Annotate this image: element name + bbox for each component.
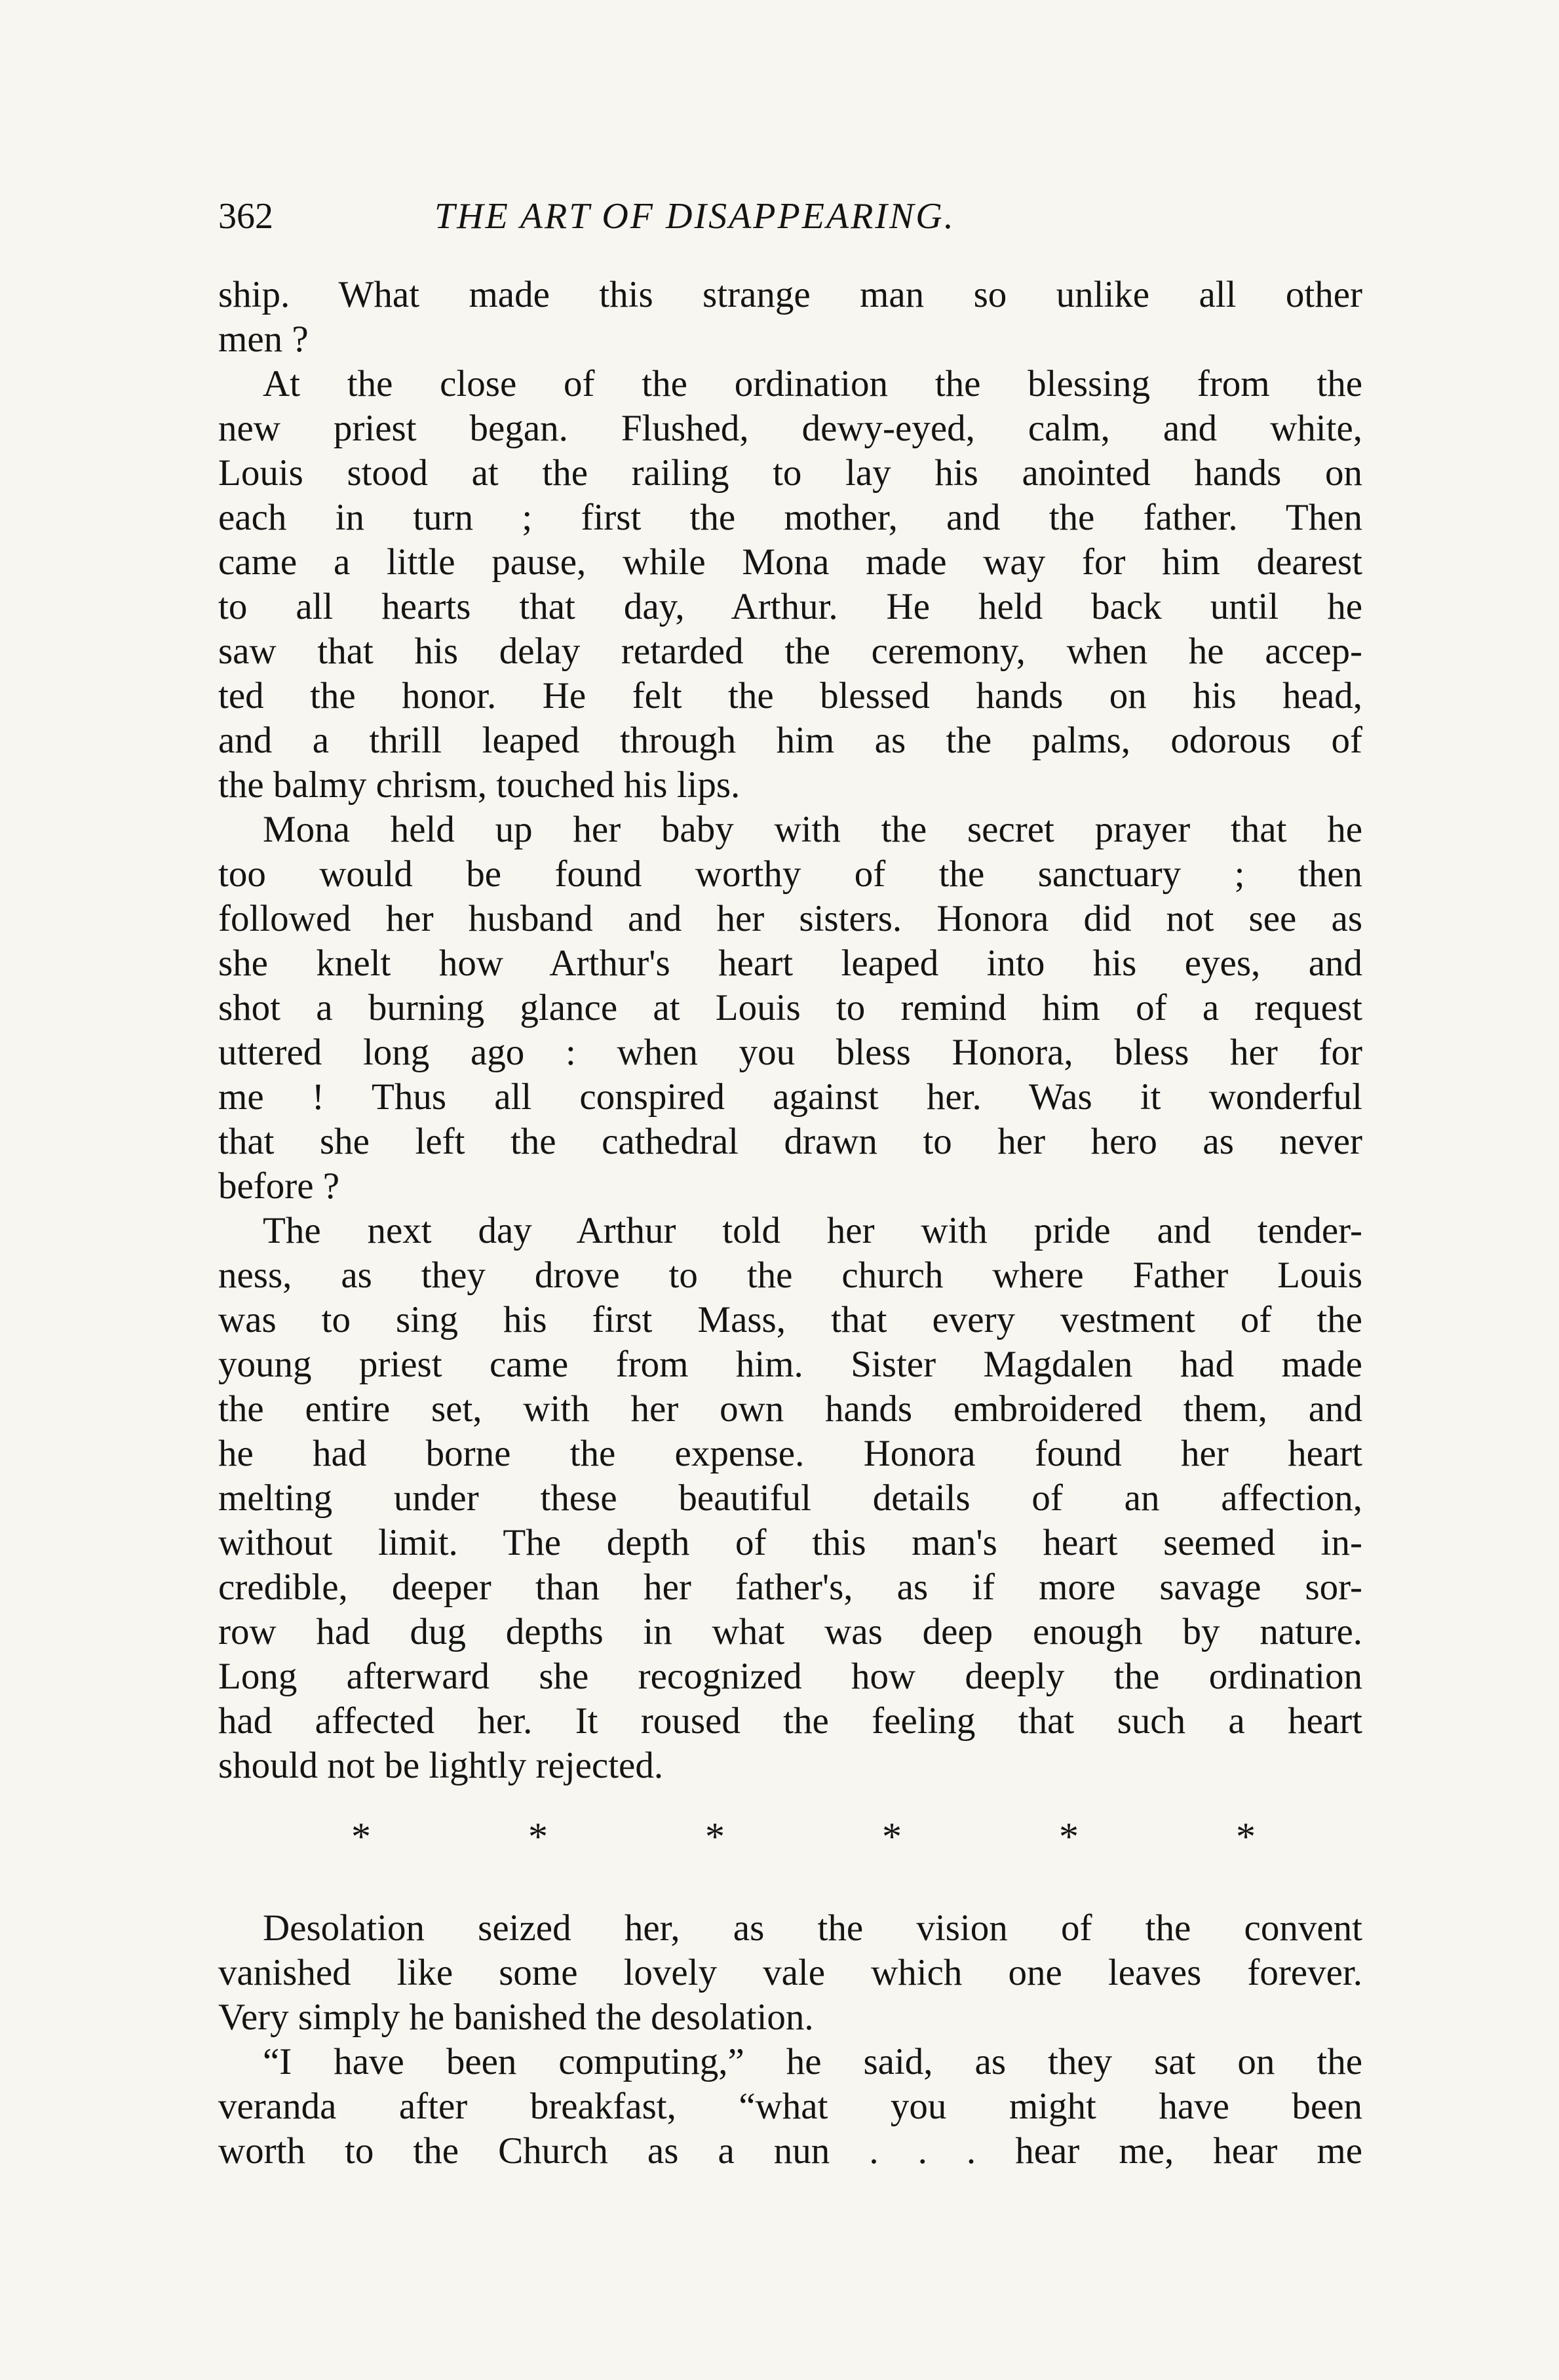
text-line: Desolation seized her, as the vision of the convent — [263, 1907, 1362, 1949]
text-line: worth to the Church as a nun . . . hear me, hear me — [218, 2130, 1362, 2172]
text-line: was to sing his first Mass, that every vestment of the — [218, 1299, 1362, 1340]
text-line: vanished like some lovely vale which one leaves forever. — [218, 1952, 1362, 1993]
text-line: without limit. The depth of this man's heart seemed in- — [218, 1522, 1362, 1563]
text-line: ness, as they drove to the church where Father Louis — [218, 1255, 1362, 1296]
asterisk: * — [528, 1815, 548, 1858]
text-line: Long afterward she recognized how deeply the ordination — [218, 1656, 1362, 1697]
text-line: Very simply he banished the desolation. — [218, 1997, 814, 2038]
text-line: and a thrill leaped through him as the palms, odorous of — [218, 720, 1362, 761]
text-line: Mona held up her baby with the secret prayer that he — [263, 809, 1362, 850]
text-line: uttered long ago : when you bless Honora, bless her for — [218, 1032, 1362, 1073]
section-break — [351, 1810, 1256, 1863]
text-line: The next day Arthur told her with pride and tender- — [263, 1210, 1362, 1251]
text-line: each in turn ; first the mother, and the father. Then — [218, 497, 1362, 538]
text-line: ship. What made this strange man so unlike all other — [218, 274, 1362, 315]
text-line: followed her husband and her sisters. Honora did not see as — [218, 898, 1362, 939]
text-line: “I have been computing,” he said, as they sat on the — [263, 2041, 1362, 2082]
text-line: to all hearts that day, Arthur. He held back until he — [218, 586, 1362, 627]
text-line: At the close of the ordination the blessing from the — [263, 363, 1362, 404]
body-text — [218, 273, 1362, 1788]
asterisk: * — [882, 1815, 902, 1858]
text-line: young priest came from him. Sister Magdalen had made — [218, 1344, 1362, 1385]
body-text-continued — [218, 1906, 1362, 2174]
text-line: me ! Thus all conspired against her. Was it wonderful — [218, 1076, 1362, 1118]
asterisk: * — [351, 1815, 371, 1858]
text-line: Louis stood at the railing to lay his anointed hands on — [218, 452, 1362, 494]
text-line: credible, deeper than her father's, as if more savage sor- — [218, 1567, 1362, 1608]
text-line: too would be found worthy of the sanctuary ; then — [218, 853, 1362, 895]
text-line: saw that his delay retarded the ceremony, when he accep- — [218, 631, 1362, 672]
text-line: ted the honor. He felt the blessed hands on his head, — [218, 675, 1362, 716]
text-line: melting under these beautiful details of an affection, — [218, 1477, 1362, 1519]
text-line: row had dug depths in what was deep enough by nature. — [218, 1611, 1362, 1652]
text-line: should not be lightly rejected. — [218, 1745, 664, 1786]
page-header — [218, 190, 1368, 243]
asterisk: * — [705, 1815, 725, 1858]
running-title: THE ART OF DISAPPEARING. — [434, 196, 955, 237]
text-line: she knelt how Arthur's heart leaped into his eyes, and — [218, 943, 1362, 984]
page-number: 362 — [218, 196, 273, 237]
text-line: had affected her. It roused the feeling that such a heart — [218, 1700, 1362, 1742]
text-line: the balmy chrism, touched his lips. — [218, 764, 741, 806]
text-line: before ? — [218, 1165, 340, 1207]
asterisk: * — [1059, 1815, 1079, 1858]
asterisk: * — [1236, 1815, 1256, 1858]
text-line: he had borne the expense. Honora found her heart — [218, 1433, 1362, 1474]
text-line: that she left the cathedral drawn to her hero as never — [218, 1121, 1362, 1162]
text-line: shot a burning glance at Louis to remind him of a request — [218, 987, 1362, 1028]
text-line: the entire set, with her own hands embroidered them, and — [218, 1388, 1362, 1430]
text-line: new priest began. Flushed, dewy-eyed, calm, and white, — [218, 408, 1362, 449]
text-line: veranda after breakfast, “what you might have been — [218, 2086, 1362, 2127]
text-line: came a little pause, while Mona made way for him dearest — [218, 541, 1362, 583]
text-line: men ? — [218, 319, 309, 360]
